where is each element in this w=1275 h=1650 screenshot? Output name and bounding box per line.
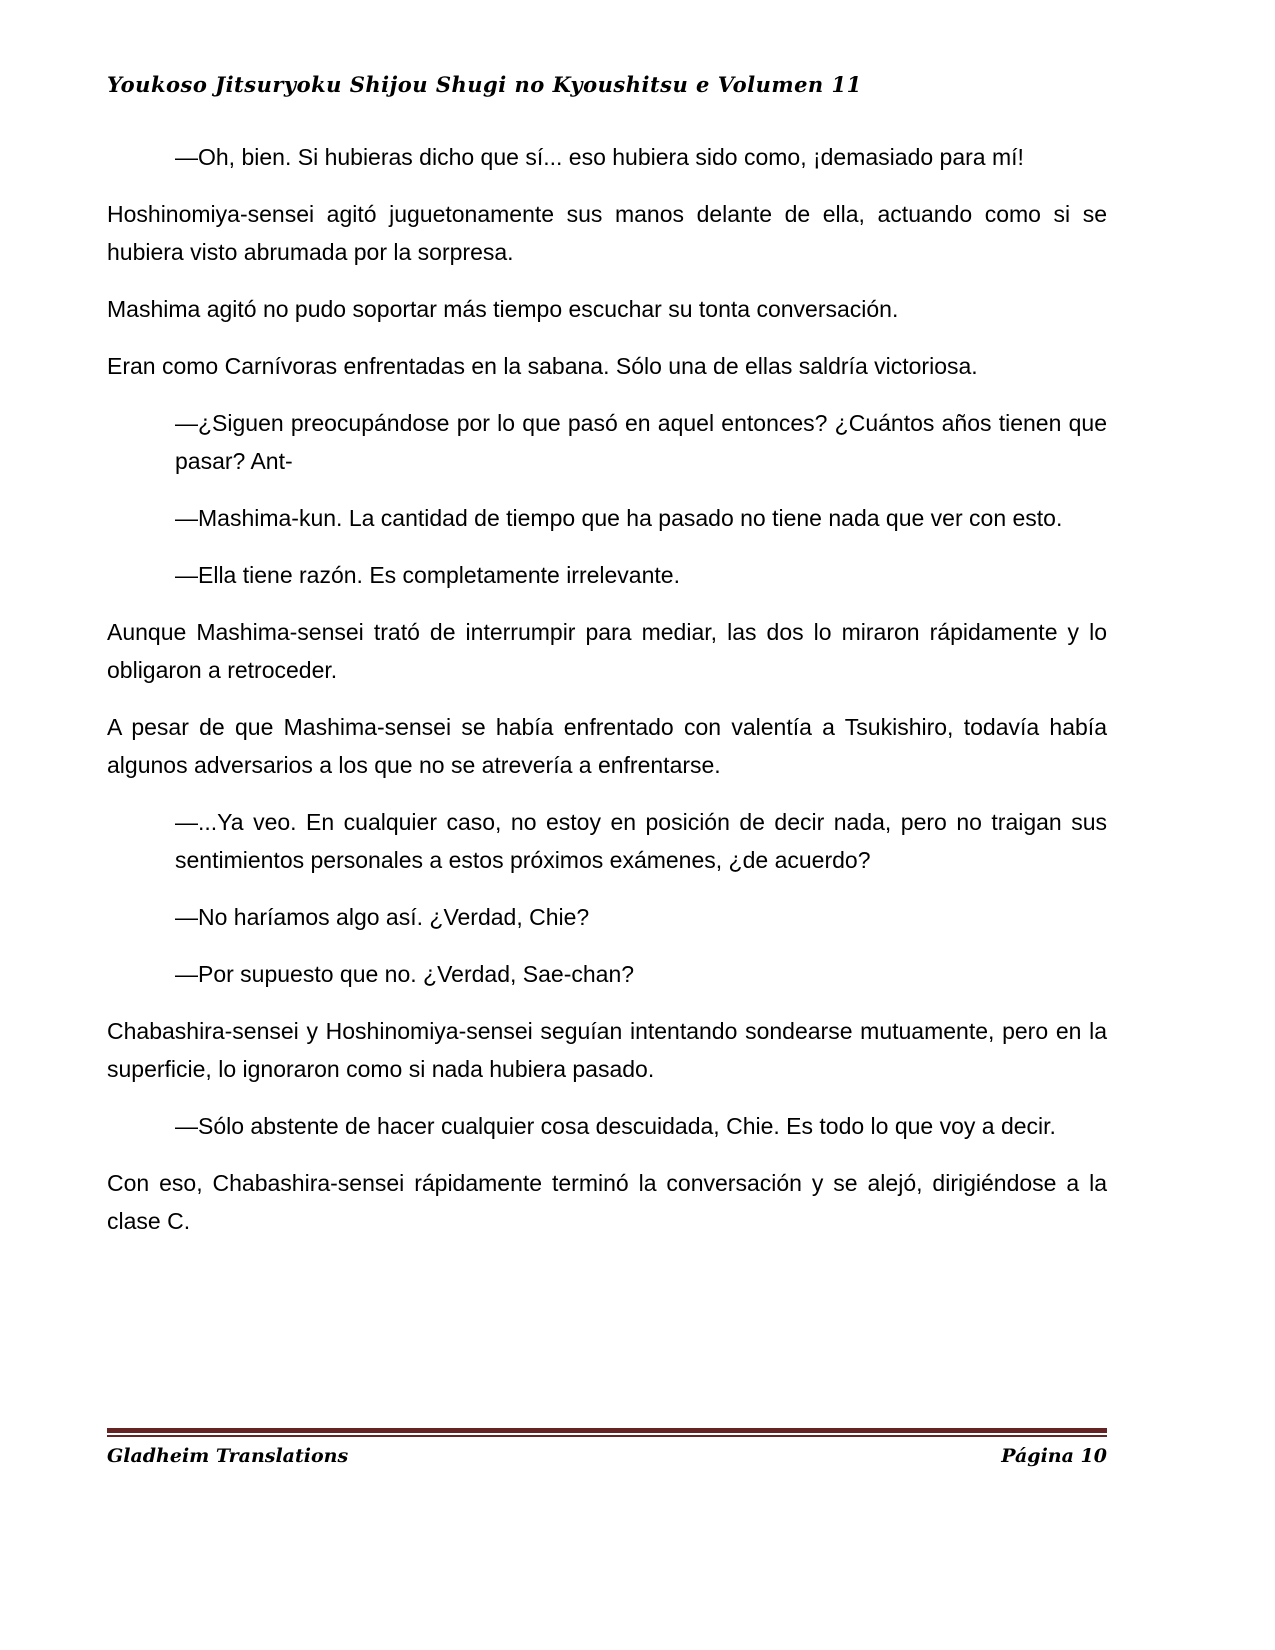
footer-rule-thick [107,1428,1107,1433]
narration-paragraph: Aunque Mashima-sensei trató de interrumpir para mediar, las dos lo miraron rápidamente y lo obligaron a retroceder. [107,619,1107,683]
dialogue-paragraph: —Sólo abstente de hacer cualquier cosa descuidada, Chie. Es todo lo que voy a decir. [175,1113,1056,1139]
header-title: Youkoso Jitsuryoku Shijou Shugi no Kyoushitsu e Volumen 11 [107,72,862,97]
footer-translator-credit: Gladheim Translations [107,1445,349,1467]
dialogue-paragraph: —¿Siguen preocupándose por lo que pasó en aquel entonces? ¿Cuántos años tienen que pasar? Ant- [175,410,1107,474]
page-header [107,72,1105,97]
narration-paragraph: Eran como Carnívoras enfrentadas en la sabana. Sólo una de ellas saldría victoriosa. [107,353,978,379]
footer-row [107,1445,1107,1467]
narration-paragraph: Chabashira-sensei y Hoshinomiya-sensei seguían intentando sondearse mutuamente, pero en la superficie, lo ignoraron como si nada hubiera pasado. [107,1018,1107,1082]
dialogue-paragraph: —Ella tiene razón. Es completamente irrelevante. [175,562,680,588]
dialogue-paragraph: —Por supuesto que no. ¿Verdad, Sae-chan? [175,961,635,987]
narration-paragraph: A pesar de que Mashima-sensei se había enfrentado con valentía a Tsukishiro, todavía había algunos adversarios a los que no se atrevería a enfrentarse. [107,714,1107,778]
narration-paragraph: Hoshinomiya-sensei agitó juguetonamente sus manos delante de ella, actuando como si se hubiera visto abrumada por la sorpresa. [107,201,1107,265]
page-body [107,138,1107,1259]
narration-paragraph: Con eso, Chabashira-sensei rápidamente terminó la conversación y se alejó, dirigiéndose a la clase C. [107,1170,1107,1234]
dialogue-paragraph: —Mashima-kun. La cantidad de tiempo que ha pasado no tiene nada que ver con esto. [175,505,1063,531]
dialogue-paragraph: —Oh, bien. Si hubieras dicho que sí... eso hubiera sido como, ¡demasiado para mí! [175,144,1024,170]
narration-paragraph: Mashima agitó no pudo soportar más tiempo escuchar su tonta conversación. [107,296,899,322]
footer-page-number: Página 10 [1001,1445,1107,1467]
dialogue-paragraph: —...Ya veo. En cualquier caso, no estoy en posición de decir nada, pero no traigan sus sentimientos personales a estos próximos exámenes, ¿de acuerdo? [175,809,1107,873]
page-footer [107,1428,1107,1467]
footer-rule-thin [107,1435,1107,1437]
dialogue-paragraph: —No haríamos algo así. ¿Verdad, Chie? [175,904,590,930]
